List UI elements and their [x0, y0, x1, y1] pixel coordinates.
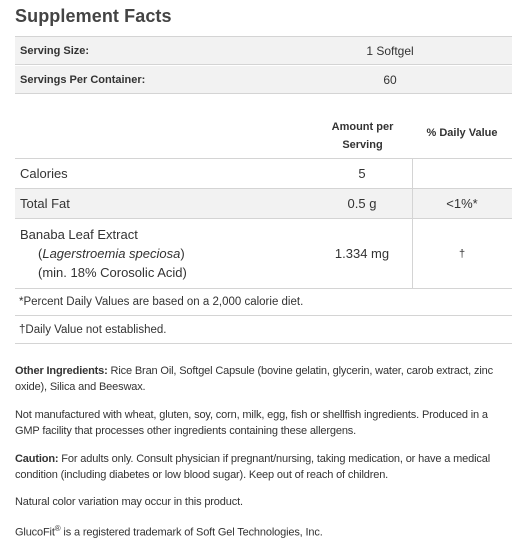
other-ingredients-paragraph: [15, 363, 512, 395]
daily-value-header: % Daily Value: [426, 127, 498, 139]
servings-per-container-value: 60: [383, 72, 397, 87]
nutrient-row-banaba-extract: [15, 218, 512, 289]
nutrient-dv: <1%*: [446, 196, 478, 211]
caution-text: For adults only. Consult physician if pregnant/nursing, taking medication, or have a medical condition (including diabetes or low blood sugar). Keep out of reach of children.: [15, 453, 490, 481]
allergen-statement: Not manufactured with wheat, gluten, soy, corn, milk, egg, fish or shellfish ingredients. Produced in a GMP facility that processes other ingredients containing these allergens.: [15, 409, 488, 437]
other-ingredients-text: Rice Bran Oil, Softgel Capsule (bovine gelatin, glycerin, water, carob extract, zinc oxide), Silica and Beeswax.: [15, 365, 493, 393]
servings-per-container-label: Servings Per Container:: [20, 73, 146, 86]
amount-per-serving-header: [320, 118, 405, 154]
page-title: Supplement Facts: [15, 6, 172, 26]
color-variation-note: Natural color variation may occur in this product.: [15, 496, 243, 508]
nutrient-amount: 5: [358, 166, 366, 181]
latin-close-paren: ): [180, 245, 185, 261]
registered-mark: ®: [54, 524, 61, 533]
amount-header-line2: Serving: [342, 139, 383, 151]
trademark-brand: GlucoFit: [15, 526, 55, 539]
nutrient-name: Total Fat: [20, 196, 70, 211]
nutrient-dv: [412, 159, 512, 188]
serving-size-row: [15, 37, 512, 65]
facts-header: [15, 110, 512, 158]
nutrient-amount: 0.5 g: [347, 196, 377, 211]
nutrient-row-total-fat: [15, 188, 512, 218]
serving-size-value: 1 Softgel: [366, 43, 414, 58]
caution-paragraph: [15, 451, 512, 483]
extract-name: Banaba Leaf Extract: [20, 227, 138, 242]
trademark-text: is a registered trademark of Soft Gel Technologies, Inc.: [60, 526, 323, 539]
percent-dv-footnote: *Percent Daily Values are based on a 2,000 calorie diet.: [19, 296, 304, 308]
amount-header-line1: Amount per: [331, 121, 394, 133]
extract-amount: 1.334 mg: [334, 246, 390, 261]
other-ingredients-label: Other Ingredients:: [15, 365, 108, 377]
footnote-row-percent-dv: [15, 289, 512, 316]
trademark-notice: [15, 521, 512, 541]
footnote-row-not-established: [15, 316, 512, 344]
not-established-footnote: †Daily Value not established.: [19, 323, 167, 336]
extract-latin-name: Lagerstroemia speciosa: [42, 245, 181, 261]
latin-open-paren: (: [38, 245, 43, 261]
caution-label: Caution:: [15, 453, 59, 465]
extract-dv: †: [458, 247, 466, 260]
servings-per-container-row: [15, 66, 512, 94]
nutrient-row-calories: [15, 158, 512, 188]
nutrient-name: Calories: [20, 166, 68, 181]
serving-size-label: Serving Size:: [20, 44, 90, 57]
extract-standardization: (min. 18% Corosolic Acid): [38, 264, 187, 280]
